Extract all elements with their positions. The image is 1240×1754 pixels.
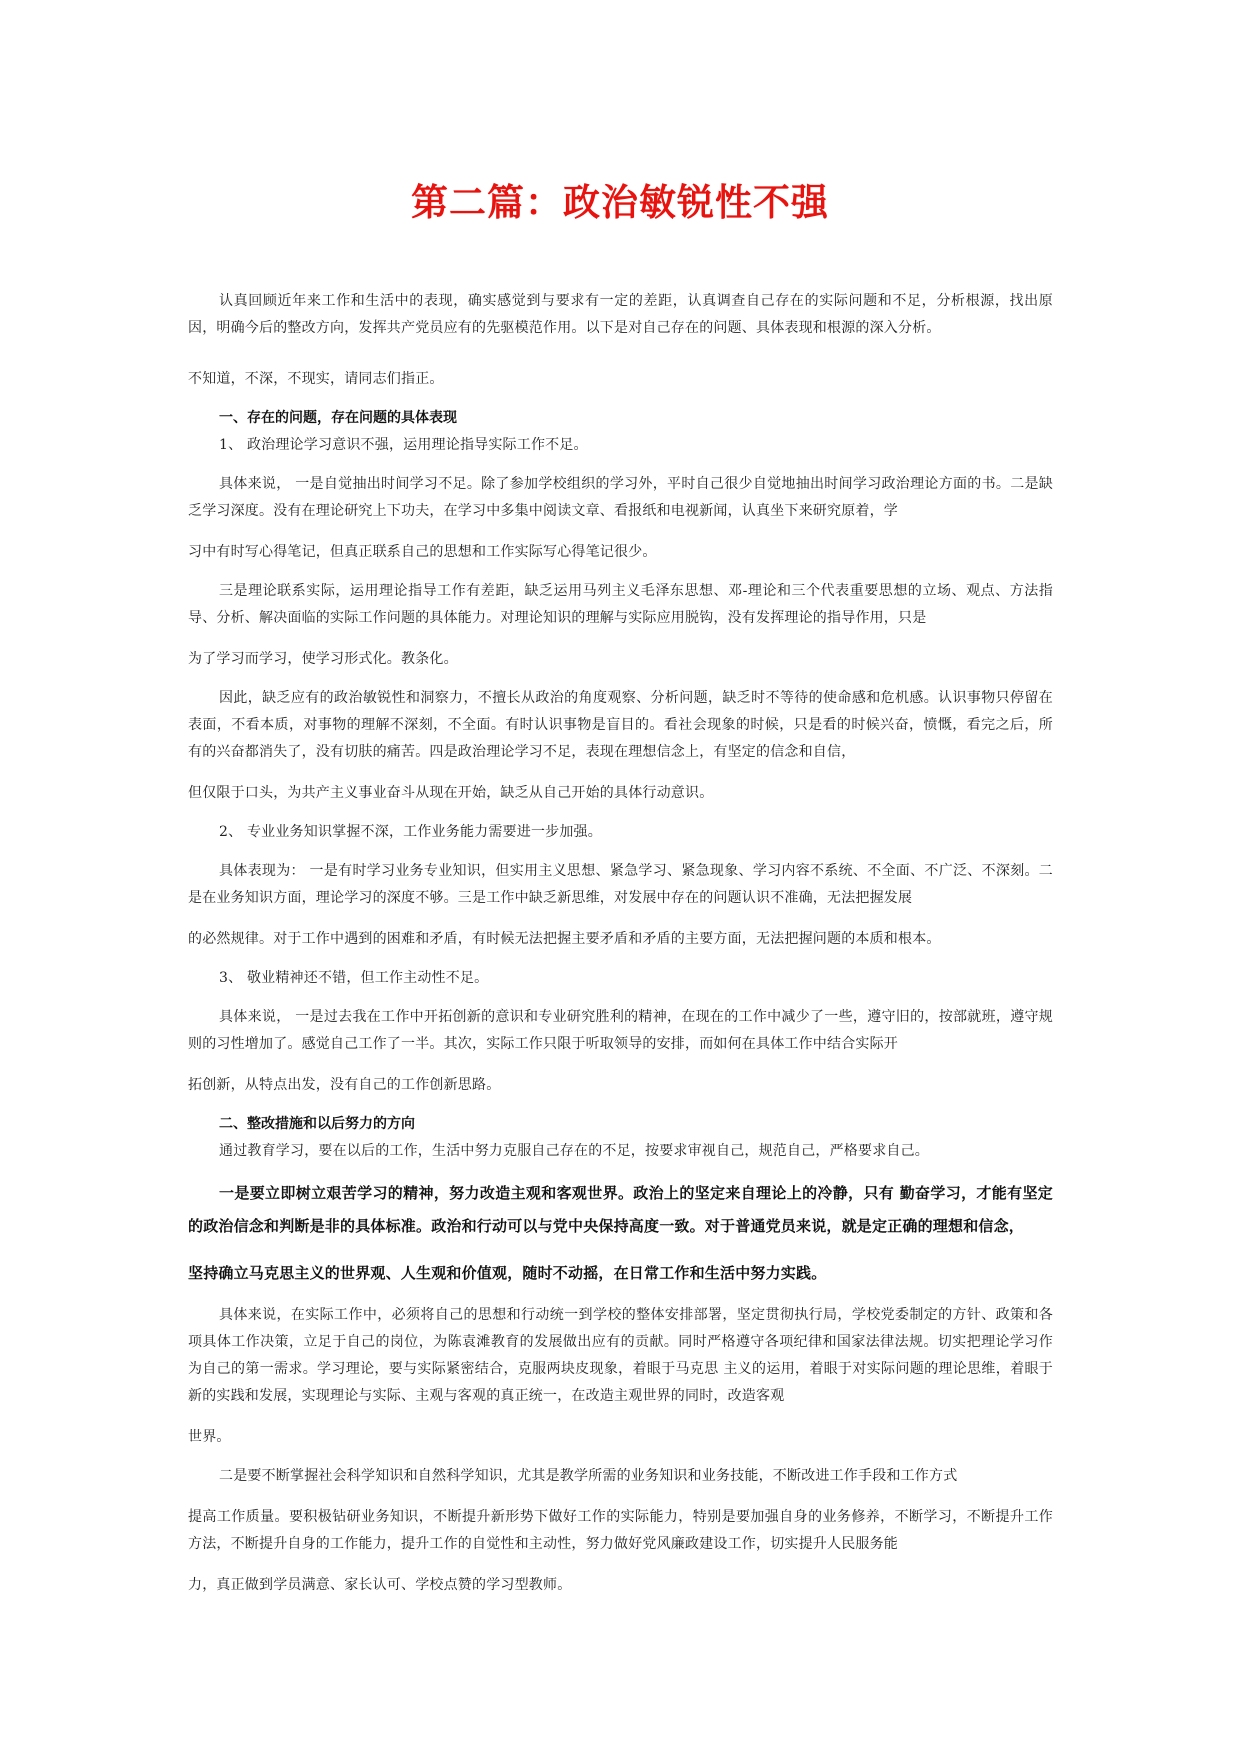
measures-paragraph-3-part-c: 力，真正做到学员满意、家长认可、学校点赞的学习型教师。	[188, 1577, 572, 1593]
page-title: 第二篇：政治敏锐性不强	[411, 181, 829, 224]
intro-paragraph: 认真回顾近年来工作和生活中的表现，确实感觉到与要求有一定的差距，认真调查自己存在的实际问题和不足，分析根源，找出原因，明确今后的整改方向，发挥共产党员应有的先驱模范作用。以下是对自己存在的问题、具体表现和根源的深入分析。	[188, 293, 1053, 336]
intro-tail: 不知道，不深，不现实，请同志们指正。	[188, 371, 444, 387]
item-1-paragraph-2	[188, 578, 1053, 673]
item-3-paragraph-1-part-b: 拓创新，从特点出发，没有自己的工作创新思路。	[188, 1077, 501, 1093]
item-2-paragraph-1-part-a: 具体表现为： 一是有时学习业务专业知识，但实用主义思想、紧急学习、紧急现象、学习内容不系统、不全面、不广泛、不深刻。二是在业务知识方面，理论学习的深度不够。三是工作中缺乏新思维，对发展中存在的问题认识不准确，无法把握发展	[188, 863, 1053, 906]
measures-bold-part-b: 坚持确立马克思主义的世界观、人生观和价值观，随时不动摇，在日常工作和生活中努力实践。	[188, 1264, 827, 1282]
item-2-paragraph-1	[188, 858, 1053, 953]
section-heading-problems: 一、存在的问题，存在问题的具体表现	[219, 410, 457, 426]
item-1-paragraph-3-part-b: 但仅限于口头，为共产主义事业奋斗从现在开始，缺乏从自己开始的具体行动意识。	[188, 785, 714, 801]
measures-paragraph-2	[188, 1302, 1053, 1451]
item-1-paragraph-2-part-a: 三是理论联系实际，运用理论指导工作有差距，缺乏运用马列主义毛泽东思想、邓-理论和三个代表重要思想的立场、观点、方法指导、分析、解决面临的实际工作问题的具体能力。对理论知识的理解与实际应用脱钩，没有发挥理论的指导作用，只是	[188, 583, 1053, 626]
measures-paragraph-3-part-b: 提高工作质量。要积极钻研业务知识，不断提升新形势下做好工作的实际能力，特别是要加强自身的业务修养，不断学习，不断提升工作方法，不断提升自身的工作能力，提升工作的自觉性和主动性，努力做好党风廉政建设工作，切实提升人民服务能	[188, 1509, 1053, 1552]
item-3-paragraph-1-part-a: 具体来说， 一是过去我在工作中开拓创新的意识和专业研究胜利的精神，在现在的工作中减少了一些，遵守旧的，按部就班，遵守规则的习性增加了。感觉自己工作了一半。其次，实际工作只限于听取领导的安排，而如何在具体工作中结合实际开	[188, 1009, 1053, 1052]
measures-bold-part-a: 一是要立即树立艰苦学习的精神，努力改造主观和客观世界。政治上的坚定来自理论上的冷静，只有 勤奋学习，才能有坚定的政治信念和判断是非的具体标准。政治和行动可以与党中央保持高度一致。对于普通党员来说，就是定正确的理想和信念，	[188, 1184, 1053, 1235]
measures-paragraph-1: 通过教育学习，要在以后的工作，生活中努力克服自己存在的不足，按要求审视自己，规范自己，严格要求自己。	[219, 1143, 929, 1159]
measures-paragraph-3-part-a: 二是要不断掌握社会科学知识和自然科学知识，尤其是教学所需的业务知识和业务技能，不断改进工作手段和工作方式	[219, 1468, 958, 1484]
item-2-title: 2、 专业业务知识掌握不深，工作业务能力需要进一步加强。	[219, 824, 602, 840]
item-1-paragraph-1-part-a: 具体来说， 一是自觉抽出时间学习不足。除了参加学校组织的学习外，平时自己很少自觉地抽出时间学习政治理论方面的书。二是缺乏学习深度。没有在理论研究上下功夫，在学习中多集中阅读文章、看报纸和电视新闻，认真坐下来研究原着，学	[188, 476, 1053, 519]
measures-paragraph-2-part-a: 具体来说，在实际工作中，必须将自己的思想和行动统一到学校的整体安排部署，坚定贯彻执行局，学校党委制定的方针、政策和各项具体工作决策，立足于自己的岗位，为陈袁滩教育的发展做出应有的贡献。同时严格遵守各项纪律和国家法律法规。切实把理论学习作为自己的第一需求。学习理论，要与实际紧密结合，克服两块皮现象，着眼于马克思 主义的运用，着眼于对实际问题的理论思维，着眼于新的实践和发展，实现理论与实际、主观与客观的真正统一，在改造主观世界的同时，改造客观	[188, 1307, 1053, 1404]
item-1-paragraph-3-part-a: 因此，缺乏应有的政治敏锐性和洞察力，不擅长从政治的角度观察、分析问题，缺乏时不等待的使命感和危机感。认识事物只停留在表面，不看本质，对事物的理解不深刻，不全面。有时认识事物是盲目的。看社会现象的时候，只是看的时候兴奋，愤慨，看完之后，所有的兴奋都消失了，没有切肤的痛苦。四是政治理论学习不足，表现在理想信念上，有坚定的信念和自信，	[188, 690, 1053, 760]
item-1-paragraph-1	[188, 471, 1053, 566]
document-body	[188, 288, 1053, 1599]
item-3-title: 3、 敬业精神还不错，但工作主动性不足。	[219, 970, 489, 986]
section-heading-measures: 二、整改措施和以后努力的方向	[219, 1116, 415, 1132]
measures-paragraph-3	[188, 1463, 1053, 1599]
item-1-title: 1、 政治理论学习意识不强，运用理论指导实际工作不足。	[219, 437, 588, 453]
item-3-paragraph-1	[188, 1004, 1053, 1099]
measures-bold-paragraph	[188, 1177, 1053, 1290]
item-1-paragraph-1-part-b: 习中有时写心得笔记，但真正联系自己的思想和工作实际写心得笔记很少。	[188, 544, 657, 560]
item-1-paragraph-3	[188, 685, 1053, 807]
measures-paragraph-2-part-b: 世界。	[188, 1429, 231, 1445]
item-1-paragraph-2-part-b: 为了学习而学习，使学习形式化。教条化。	[188, 651, 458, 667]
item-2-paragraph-1-part-b: 的必然规律。对于工作中遇到的困难和矛盾，有时候无法把握主要矛盾和矛盾的主要方面，无法把握问题的本质和根本。	[188, 931, 941, 947]
